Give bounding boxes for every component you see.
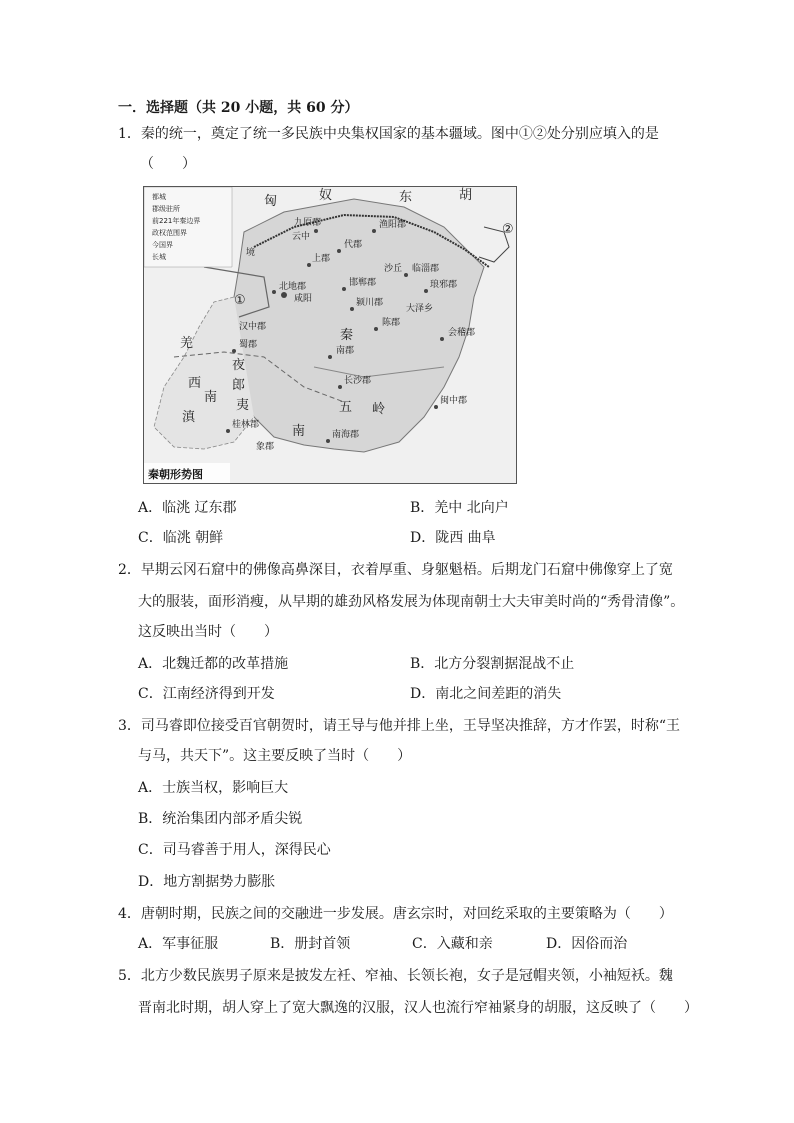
map-label: 长沙郡 xyxy=(344,376,372,386)
q2-option-b[interactable]: B．北方分裂割据混战不止 xyxy=(410,656,575,672)
map-label: 夜 xyxy=(232,358,246,373)
q5-stem-line2: 晋南北时期，胡人穿上了宽大飘逸的汉服，汉人也流行窄袖紧身的胡服，这反映了（ ） xyxy=(138,1000,698,1016)
q4-stem: 4．唐朝时期，民族之间的交融进一步发展。唐玄宗时，对回纥采取的主要策略为（ ） xyxy=(118,906,673,922)
map-label: 南郡 xyxy=(336,346,355,356)
map-label: 羌 xyxy=(180,336,194,351)
map-label: 桂林郡 xyxy=(232,420,260,430)
map-label: 咸阳 xyxy=(294,294,313,304)
legend-great-wall: 长城 xyxy=(152,253,166,261)
q2-option-a[interactable]: A．北魏迁都的改革措施 xyxy=(138,656,289,672)
map-label: 境 xyxy=(246,248,256,258)
q3-option-b[interactable]: B．统治集团内部矛盾尖锐 xyxy=(138,811,303,827)
map-label: 南海郡 xyxy=(332,430,360,440)
q1-option-b[interactable]: B．羌中 北向户 xyxy=(410,500,509,516)
q4-option-d[interactable]: D．因俗而治 xyxy=(546,936,628,952)
q3-option-c[interactable]: C．司马睿善于用人，深得民心 xyxy=(138,842,331,858)
map-label: 郎 xyxy=(232,378,246,393)
map-label: 代郡 xyxy=(344,240,363,250)
map-label: 西 xyxy=(188,376,202,391)
q3-option-d[interactable]: D．地方割据势力膨胀 xyxy=(138,874,276,890)
q2-stem-line3: 这反映出当时（ ） xyxy=(138,624,278,640)
q2-stem-line2: 大的服装，面形消瘦，从早期的雄劲风格发展为体现南朝士大夫审美时尚的“秀骨清像”。 xyxy=(138,594,685,610)
map-label: 沙丘 xyxy=(384,264,403,274)
map-label: 蜀郡 xyxy=(239,340,258,350)
map-label: 陈郡 xyxy=(382,318,401,328)
map-title: 秦朝形势图 xyxy=(148,468,203,481)
legend-modern-border: 今国界 xyxy=(152,241,173,249)
map-label: 胡 xyxy=(459,188,473,203)
map-label: 会稽郡 xyxy=(448,328,476,338)
q4-option-a[interactable]: A．军事征服 xyxy=(138,936,219,952)
q1-option-a[interactable]: A．临洮 辽东郡 xyxy=(138,500,237,516)
legend-commandery: 郡级驻所 xyxy=(152,205,180,213)
map-label: 南 xyxy=(292,424,306,439)
map-label: 奴 xyxy=(319,188,333,203)
section-title: 一．选择题（共 20 小题，共 60 分） xyxy=(118,100,359,116)
map-label: 秦 xyxy=(340,328,354,343)
q3-stem-line1: 3．司马睿即位接受百官朝贺时，请王导与他并排上坐，王导坚决推辞，方才作罢，时称“王 xyxy=(118,718,681,734)
legend-regime: 政权范围界 xyxy=(152,229,187,237)
map-mark-2: ② xyxy=(502,222,514,237)
q1-option-c[interactable]: C．临洮 朝鲜 xyxy=(138,530,224,546)
legend-border221: 前221年秦边界 xyxy=(152,217,201,225)
q1-stem: 1．秦的统一，奠定了统一多民族中央集权国家的基本疆域。图中①②处分别应填入的是 xyxy=(118,126,659,142)
map-label: 临淄郡 xyxy=(412,264,440,274)
q3-option-a[interactable]: A．士族当权，影响巨大 xyxy=(138,780,289,796)
q2-stem-line1: 2．早期云冈石窟中的佛像高鼻深目，衣着厚重、身躯魁梧。后期龙门石窟中佛像穿上了宽 xyxy=(118,562,673,578)
map-label: 滇 xyxy=(182,410,196,425)
map-label: 五 xyxy=(339,400,353,415)
map-label: 琅邪郡 xyxy=(430,280,458,290)
qin-dynasty-map xyxy=(143,186,517,484)
map-label: 匈 xyxy=(264,194,278,209)
q2-option-c[interactable]: C．江南经济得到开发 xyxy=(138,686,275,702)
map-label: 云中 xyxy=(292,232,311,242)
map-label: 汉中郡 xyxy=(239,322,267,332)
map-label: 上郡 xyxy=(312,254,331,264)
q1-stem-paren: （ ） xyxy=(140,156,196,172)
map-mark-1: ① xyxy=(234,293,246,308)
legend-capital: 都城 xyxy=(152,193,166,201)
map-label: 颍川郡 xyxy=(356,298,384,308)
map-label: 北地郡 xyxy=(279,282,307,292)
map-label: 渔阳郡 xyxy=(379,220,407,230)
map-label: 夷 xyxy=(236,398,250,413)
map-label: 大泽乡 xyxy=(406,304,434,314)
q2-option-d[interactable]: D．南北之间差距的消失 xyxy=(410,686,562,702)
map-label: 东 xyxy=(399,190,413,205)
map-label: 九原郡 xyxy=(294,218,322,228)
map-label: 邯郸郡 xyxy=(349,278,377,288)
q1-option-d[interactable]: D．陇西 曲阜 xyxy=(410,530,496,546)
map-label: 南 xyxy=(204,390,218,405)
map-drawing xyxy=(144,187,516,483)
map-label: 象郡 xyxy=(256,442,275,452)
q3-stem-line2: 与马，共天下”。这主要反映了当时（ ） xyxy=(138,748,412,764)
q4-option-c[interactable]: C．入藏和亲 xyxy=(412,936,493,952)
map-label: 岭 xyxy=(372,402,386,417)
q4-option-b[interactable]: B．册封首领 xyxy=(270,936,351,952)
q5-stem-line1: 5．北方少数民族男子原来是披发左衽、窄袖、长领长袍，女子是冠帽夹领，小袖短袄。魏 xyxy=(118,968,673,984)
map-label: 闽中郡 xyxy=(440,396,468,406)
